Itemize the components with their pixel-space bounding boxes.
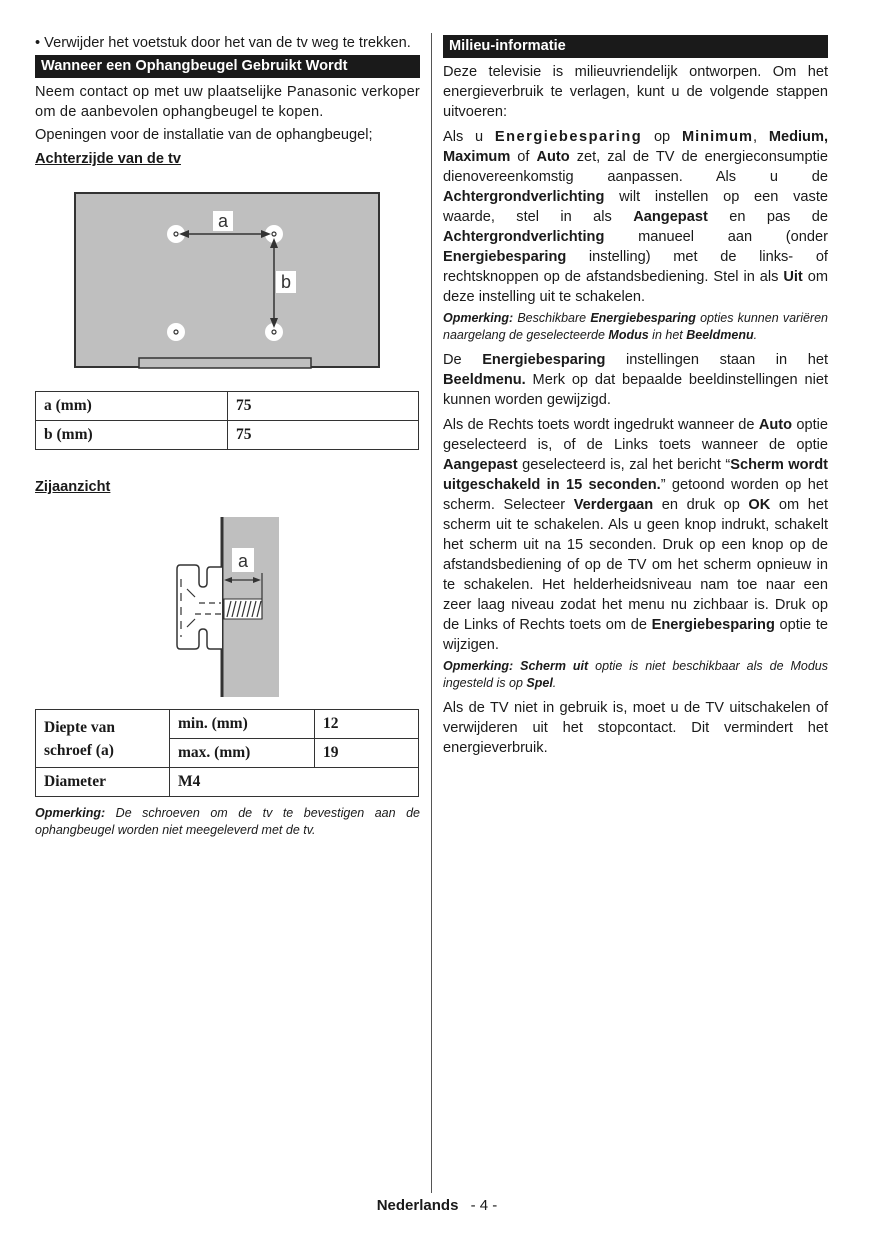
right-column (443, 33, 828, 758)
cell-min-value: 12 (315, 710, 419, 739)
note-screws (35, 805, 420, 839)
cell-max-value: 19 (315, 739, 419, 768)
section-heading-wall-bracket: Wanneer een Ophangbeugel Gebruikt Wordt (35, 55, 420, 78)
cell-value: 75 (228, 392, 419, 421)
dimension-label-b: b (280, 272, 292, 292)
cell-max-label: max. (mm) (170, 739, 315, 768)
note-text: De schroeven om de tv te bevestigen aan de ophangbeugel worden niet meegeleverd met de tv. (35, 806, 420, 837)
table-row (36, 768, 419, 797)
section-heading-environment: Milieu-informatie (443, 35, 828, 58)
paragraph-contact-dealer: Neem contact op met uw plaatselijke Panasonic verkoper om de aanbevolen ophangbeugel te kopen. (35, 84, 420, 120)
note-label: Opmerking: (35, 806, 106, 820)
cell-value: 75 (228, 421, 419, 450)
paragraph-screen-off: Als de Rechts toets wordt ingedrukt wanneer de Auto optie geselecteerd is, of de Links toets wanneer de optie Aangepast geselecteerd is, zal het bericht “Scherm wordt uitgeschakeld in 15 seconden.” getoond worden op het scherm. Selecteer Verdergaan en druk op OK om het scherm uit te schakelen. Als u geen knop indrukt, schakelt het scherm uit na 15 seconden. Druk op een knop op de afstandsbediening of op de TV om het scherm opnieuw in te schakelen. Het helderheidsniveau nam toe naar een zeer laag niveau zodat het menu nu zichbaar is. Druk op de Links of Rechts toets om de Energiebesparing optie te wijzigen. (443, 417, 829, 653)
screw-spec-table (35, 709, 419, 797)
bullet-remove-stand: • Verwijder het voetstuk door het van de tv weg te trekken. (35, 35, 411, 51)
cell-diameter-value: M4 (170, 768, 419, 797)
dimension-label-a: a (217, 211, 229, 231)
diagram-tv-back (73, 191, 420, 371)
diagram-side-view (175, 517, 420, 699)
dimension-label-a: a (237, 551, 249, 571)
note-energy-options: Opmerking: Beschikbare Energiebesparing opties kunnen variëren naargelang de geselecteerde Modus in het Beeldmenu. (443, 311, 829, 342)
cell-label: a (mm) (36, 392, 228, 421)
page-number: - 4 - (470, 1197, 498, 1214)
subheading-side-view: Zijaanzicht (35, 479, 111, 495)
paragraph-openings: Openingen voor de installatie van de ophangbeugel; (35, 127, 373, 143)
table-row (36, 392, 419, 421)
bullet-text: Verwijder het voetstuk door het van de tv weg te trekken. (44, 35, 411, 51)
left-column (35, 33, 420, 845)
paragraph-picture-menu: De Energiebesparing instellingen staan in het Beeldmenu. Merk op dat bepaalde beeldinstellingen niet kunnen worden gewijzigd. (443, 352, 828, 408)
table-row (36, 710, 419, 739)
table-row (36, 421, 419, 450)
paragraph-energy-saving: Als u Energiebesparing op Minimum, Medium, Maximum of Auto zet, zal de TV de energieconsumptie dienovereenkomstig aanpassen. Als u de Achtergrondverlichting wilt instellen op een vaste waarde, stel in als Aangepast en pas de Achtergrondverlichting manueel aan (onder Energiebesparing instelling) met de links- of rechtsknoppen op de afstandsbediening. Stel in als Uit om deze instelling uit te schakelen. (443, 129, 828, 305)
cell-min-label: min. (mm) (170, 710, 315, 739)
cell-label: b (mm) (36, 421, 228, 450)
cell-depth-label: Diepte van schroef (a) (36, 710, 170, 768)
footer-language: Nederlands (376, 1197, 459, 1214)
note-screen-off: Opmerking: Scherm uit optie is niet beschikbaar als de Modus ingesteld is op Spel. (443, 659, 828, 690)
vesa-spec-table (35, 391, 419, 450)
page-footer (0, 1197, 874, 1214)
subheading-back-of-tv: Achterzijde van de tv (35, 151, 181, 167)
paragraph-eco-intro: Deze televisie is milieuvriendelijk ontworpen. Om het energieverbruik te verlagen, kunt u de volgende stappen uitvoeren: (443, 64, 828, 120)
paragraph-power-off: Als de TV niet in gebruik is, moet u de TV uitschakelen of verwijderen uit het stopcontact. Dit vermindert het energieverbruik. (443, 700, 828, 756)
column-divider (431, 33, 432, 1193)
cell-diameter-label: Diameter (36, 768, 170, 797)
